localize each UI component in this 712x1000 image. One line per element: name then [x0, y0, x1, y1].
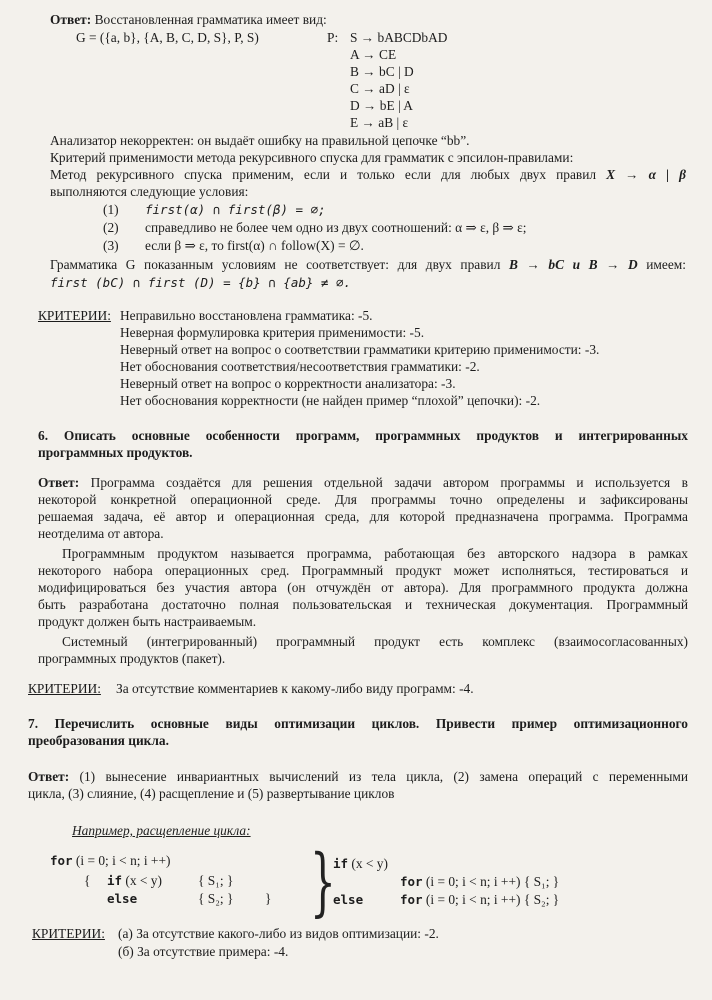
code-text: (i = 0; i < n; i ++) { S₂; }: [422, 892, 560, 907]
criteria-item: За отсутствие комментариев к какому-либо виду программ: -4.: [116, 681, 474, 696]
condition-text: first(α) ∩ first(β) = ∅;: [145, 202, 326, 217]
code-text: (x < y): [122, 873, 162, 888]
production-rule: S → bABCDbAD: [350, 30, 448, 45]
criteria-item: Нет обоснования соответствия/несоответствия грамматики: -2.: [120, 359, 480, 374]
q7-heading: 7. Перечислить основные виды оптимизации циклов. Привести пример оптимизационного: [28, 716, 688, 731]
productions-label: P:: [327, 30, 339, 45]
q6-text: некоторой конкретной операционной среде. Для программы точно определены и зафиксированы: [38, 492, 688, 507]
answer-label: Ответ:: [50, 12, 92, 27]
keyword-for: for: [400, 874, 423, 889]
criterion-text: Метод рекурсивного спуска применим, если и только если для любых двух правил: [50, 167, 597, 182]
criteria-item: Неверный ответ на вопрос о корректности анализатора: -3.: [120, 376, 456, 391]
grammar-g-tail: имеем:: [646, 257, 686, 272]
criteria-item: (б) За отсутствие примера: -4.: [118, 944, 289, 959]
criteria-item: Неверная формулировка критерия применимости: -5.: [120, 325, 425, 340]
grammar-g-line2: first (bC) ∩ first (D) = {b} ∩ {ab} ≠ ∅.: [50, 275, 352, 290]
grammar-intro: [50, 11, 327, 28]
q6-text: быть разработана достаточно полная пользовательская и техническая документация. Программный: [38, 597, 688, 612]
grammar-def: G = ({a, b}, {A, B, C, D, S}, P, S): [76, 30, 259, 45]
production-rule: E → aB | ε: [350, 115, 409, 130]
condition-num: (1): [103, 202, 119, 217]
code-stmt: { S₁; }: [198, 873, 234, 888]
keyword-if: if: [107, 873, 123, 888]
criteria-label: КРИТЕРИИ:: [32, 926, 105, 941]
answer-label: Ответ:: [28, 769, 70, 784]
q6-answer-line: [38, 474, 688, 491]
code-line: [107, 872, 162, 889]
q6-text: Программа создаётся для решения отдельной задачи автором программы и используется в: [90, 475, 688, 490]
q6-heading: 6. Описать основные особенности программ, программных продуктов и интегрированных: [38, 428, 688, 443]
condition-text: справедливо не более чем одно из двух соотношений: α ⇒ ε, β ⇒ ε;: [145, 220, 527, 235]
q7-answer-line: [28, 768, 688, 785]
criterion-title: Критерий применимости метода рекурсивного спуска для грамматик с эпсилон-правилами:: [50, 150, 574, 165]
keyword-else: else: [107, 891, 138, 906]
q6-text: модифицироваться без участия автора (он отчуждён от автора). Для программного продукта должна: [38, 580, 688, 595]
big-brace: }: [310, 839, 336, 925]
q6-heading-cont: программных продуктов.: [38, 445, 193, 460]
q6-text: Системный (интегрированный) программный продукт есть комплекс (взаимосогласованных): [62, 634, 688, 649]
code-stmt: { S₂; }: [198, 891, 234, 906]
criteria-item: Неверный ответ на вопрос о соответствии грамматики критерию применимости: -3.: [120, 342, 600, 357]
production-rule: B → bC | D: [350, 64, 414, 79]
criteria-label: КРИТЕРИИ:: [28, 681, 101, 696]
code-line: [400, 873, 559, 890]
code-text: (i = 0; i < n; i ++): [72, 853, 171, 868]
q7-text: цикла, (3) слияние, (4) расщепление и (5) развертывание циклов: [28, 786, 395, 801]
code-brace: }: [265, 891, 272, 906]
grammar-intro-text: Восстановленная грамматика имеет вид:: [94, 12, 327, 27]
code-brace: {: [84, 873, 91, 888]
condition-num: (3): [103, 238, 119, 253]
analyzer-text: Анализатор некорректен: он выдаёт ошибку на правильной цепочке “bb”.: [50, 133, 470, 148]
criteria-item: (а) За отсутствие какого-либо из видов оптимизации: -2.: [118, 926, 439, 941]
criteria-label: КРИТЕРИИ:: [38, 308, 111, 323]
keyword-if: if: [333, 856, 349, 871]
code-text: (i = 0; i < n; i ++) { S₁; }: [422, 874, 560, 889]
code-line: [50, 852, 170, 869]
criteria-item: Неправильно восстановлена грамматика: -5.: [120, 308, 373, 323]
grammar-g-line: [50, 256, 686, 273]
q6-text: некоторого набора операционных сред. Программный продукт может исполняться, тестироваться и: [38, 563, 688, 578]
q6-text: неотделима от автора.: [38, 526, 164, 541]
q7-heading-cont: преобразования цикла.: [28, 733, 169, 748]
production-rule: D → bE | A: [350, 98, 413, 113]
code-text: (x < y): [348, 856, 388, 871]
code-line: [400, 891, 559, 908]
production-rule: A → CE: [350, 47, 397, 62]
production-rule: C → aD | ε: [350, 81, 410, 96]
criteria-item: Нет обоснования корректности (не найден пример “плохой” цепочки): -2.: [120, 393, 541, 408]
answer-label: Ответ:: [38, 475, 80, 490]
example-caption: Например, расщепление цикла:: [72, 823, 251, 838]
q6-text: Программным продуктом называется программа, работающая без авторского надзора в рамках: [62, 546, 688, 561]
criterion-rule: X → α | β: [606, 167, 686, 182]
keyword-for: for: [400, 892, 423, 907]
condition-num: (2): [103, 220, 119, 235]
grammar-g-text: Грамматика G показанным условиям не соответствует: для двух правил: [50, 257, 501, 272]
code-line: [333, 855, 388, 872]
q6-text: решаемая задача, её автор и операционная среда, для которой предназначена программа. Программа: [38, 509, 688, 524]
condition-text: если β ⇒ ε, то first(α) ∩ follow(X) = ∅.: [145, 238, 364, 253]
q7-text: (1) вынесение инвариантных вычислений из тела цикла, (2) замена операций с переменными: [79, 769, 688, 784]
q6-text: программных продуктов (пакет).: [38, 651, 226, 666]
q6-text: продукт должен быть настраиваемым.: [38, 614, 257, 629]
criterion-line2: выполняются следующие условия:: [50, 184, 249, 199]
keyword-for: for: [50, 853, 73, 868]
grammar-g-rules: B → bC и B → D: [508, 257, 638, 272]
keyword-else: else: [333, 892, 364, 907]
criterion-line: [50, 166, 686, 183]
